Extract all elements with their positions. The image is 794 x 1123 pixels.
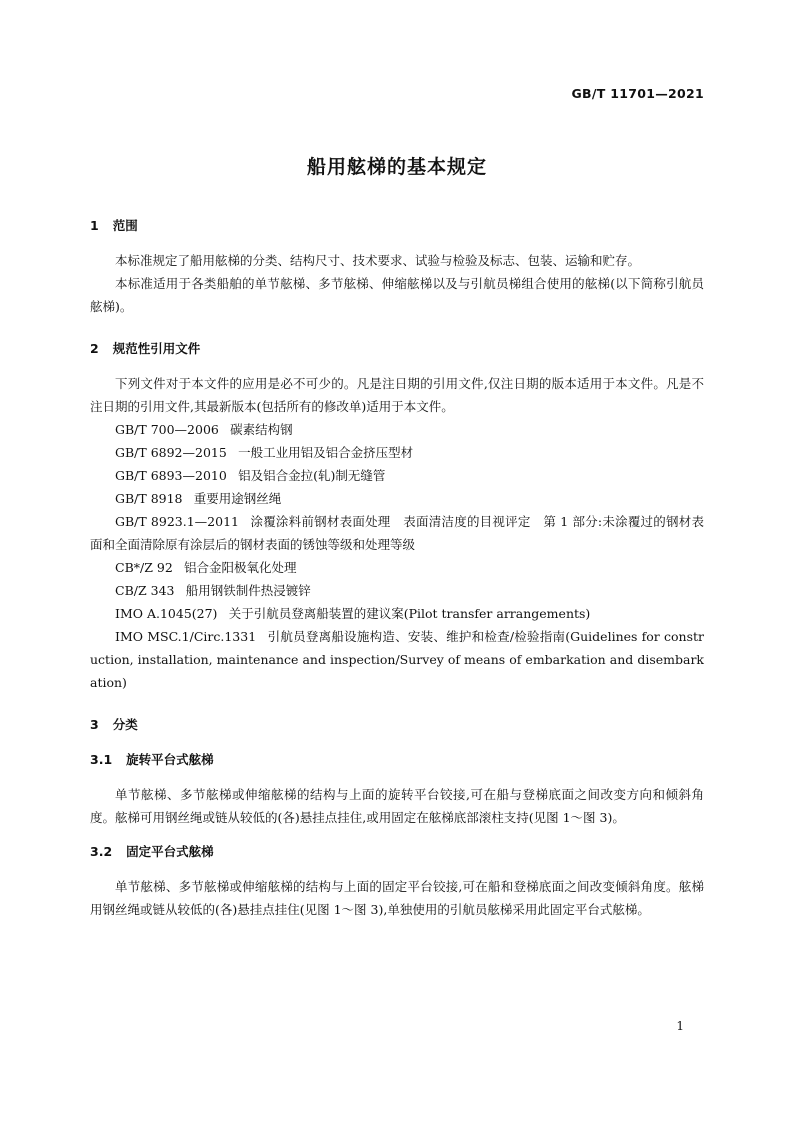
- reference-code: GB/T 700—2006: [115, 422, 219, 437]
- section-title: 规范性引用文件: [112, 341, 201, 356]
- document-body: [90, 214, 704, 921]
- reference-code: GB/T 8923.1—2011: [115, 514, 239, 529]
- section-title: 固定平台式舷梯: [126, 844, 214, 859]
- reference-code: GB/T 6893—2010: [115, 468, 227, 483]
- standard-number: GB/T 11701—2021: [571, 86, 704, 101]
- reference-code: GB/T 8918: [115, 491, 183, 506]
- paragraph: 本标准规定了船用舷梯的分类、结构尺寸、技术要求、试验与检验及标志、包装、运输和贮存。: [115, 253, 641, 268]
- paragraph: 单节舷梯、多节舷梯或伸缩舷梯的结构与上面的旋转平台铰接,可在船与登梯底面之间改变方向和倾斜角度。舷梯可用钢丝绳或链从较低的(各)悬挂点挂住,或用固定在舷梯底部滚柱支持(见图 1～图 3)。: [90, 787, 704, 825]
- reference-title: 铝合金阳极氧化处理: [184, 560, 297, 575]
- reference-code: IMO A.1045(27): [115, 606, 218, 621]
- reference-item: [90, 441, 704, 464]
- reference-code: IMO MSC.1/Circ.1331: [115, 629, 257, 644]
- reference-item: [90, 602, 704, 625]
- reference-title: 引航员登离船设施构造、安装、维护和检查/检验指南(Guidelines for construction, installation, maintenance and inspection/Survey of means of embarkation and disembarkation): [90, 629, 704, 690]
- reference-item: [90, 418, 704, 441]
- section-3-heading: [90, 713, 704, 737]
- section-number: 2: [90, 341, 99, 356]
- subsection-3-2-heading: [90, 840, 704, 864]
- reference-item: [90, 556, 704, 579]
- section-1-heading: [90, 214, 704, 238]
- page-number: 1: [676, 1019, 684, 1033]
- section-number: 3.1: [90, 752, 113, 767]
- reference-code: CB/Z 343: [115, 583, 175, 598]
- reference-title: 一般工业用铝及铝合金挤压型材: [238, 445, 414, 460]
- paragraph: 下列文件对于本文件的应用是必不可少的。凡是注日期的引用文件,仅注日期的版本适用于本文件。凡是不注日期的引用文件,其最新版本(包括所有的修改单)适用于本文件。: [90, 376, 704, 414]
- document-title: 船用舷梯的基本规定: [306, 156, 487, 178]
- section-title: 旋转平台式舷梯: [126, 752, 214, 767]
- reference-title: 关于引航员登离船装置的建议案(Pilot transfer arrangements): [228, 606, 591, 621]
- reference-item: [90, 487, 704, 510]
- reference-code: CB*/Z 92: [115, 560, 173, 575]
- section-title: 分类: [112, 717, 138, 732]
- section-title: 范围: [112, 218, 138, 233]
- reference-title: 碳素结构钢: [230, 422, 293, 437]
- subsection-3-1-heading: [90, 748, 704, 772]
- reference-title: 船用钢铁制件热浸镀锌: [185, 583, 311, 598]
- reference-item: [90, 579, 704, 602]
- reference-item: [90, 510, 704, 556]
- section-number: 1: [90, 218, 99, 233]
- reference-title: 重要用途钢丝绳: [193, 491, 282, 506]
- reference-item: [90, 625, 704, 694]
- section-2-heading: [90, 337, 704, 361]
- paragraph: 单节舷梯、多节舷梯或伸缩舷梯的结构与上面的固定平台铰接,可在船和登梯底面之间改变倾斜角度。舷梯用钢丝绳或链从较低的(各)悬挂点挂住(见图 1～图 3),单独使用的引航员舷梯采用此固定平台式舷梯。: [90, 879, 704, 917]
- reference-title: 涂覆涂料前钢材表面处理 表面清洁度的目视评定 第 1 部分:未涂覆过的钢材表面和全面清除原有涂层后的钢材表面的锈蚀等级和处理等级: [90, 514, 704, 552]
- reference-title: 铝及铝合金拉(轧)制无缝管: [238, 468, 386, 483]
- paragraph: 本标准适用于各类船舶的单节舷梯、多节舷梯、伸缩舷梯以及与引航员梯组合使用的舷梯(以下简称引航员舷梯)。: [90, 276, 704, 314]
- reference-code: GB/T 6892—2015: [115, 445, 227, 460]
- reference-item: [90, 464, 704, 487]
- section-number: 3: [90, 717, 99, 732]
- section-number: 3.2: [90, 844, 113, 859]
